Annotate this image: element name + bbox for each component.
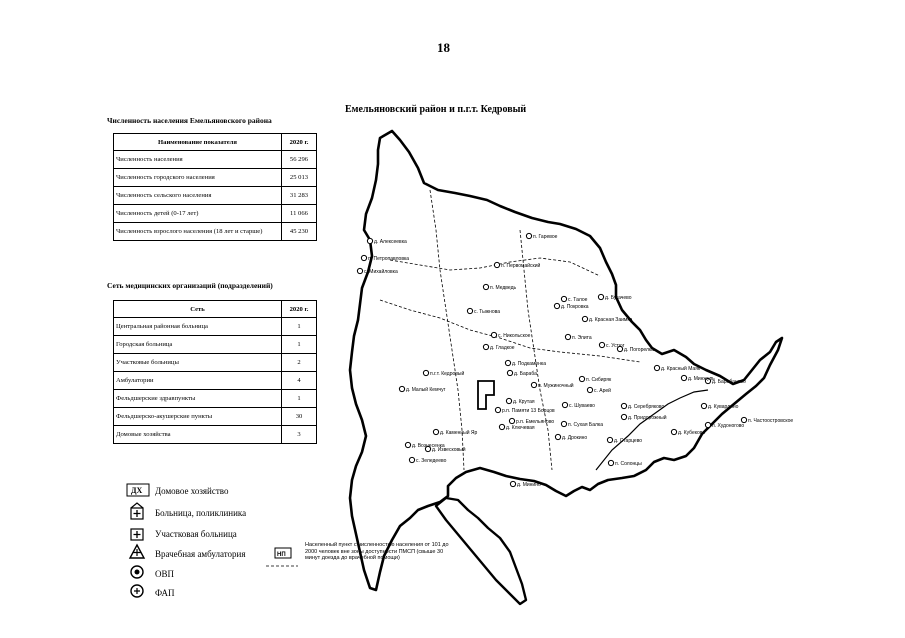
row-value: 4 [282, 372, 317, 390]
place-label: д. Гладкое [490, 345, 515, 351]
settlement-marker [505, 360, 510, 365]
row-name: Центральная районная больница [114, 318, 282, 336]
place-label: п. Худоногово [712, 423, 745, 429]
row-value: 31 283 [282, 187, 317, 205]
settlement-marker [506, 398, 511, 403]
settlement-marker [562, 402, 567, 407]
place-label: д. Подкаменка [512, 361, 547, 367]
settlement-marker [531, 382, 536, 387]
settlement-marker [510, 481, 515, 486]
settlement-marker [409, 457, 414, 462]
place-label: д. Кубеково [678, 430, 706, 436]
settlement-marker [467, 308, 472, 313]
row-name: Участковые больницы [114, 354, 282, 372]
place-label: п. Медведь [490, 285, 517, 291]
place-label: п. Сухая Балка [568, 422, 603, 428]
row-value: 25 013 [282, 169, 317, 187]
place-label: с. Зеледеево [416, 458, 447, 464]
place-label: с. Тыжнова [474, 309, 500, 315]
place-label: с. Устюг [606, 343, 625, 349]
place-label: д. Минино [517, 482, 541, 488]
hospital-icon [131, 503, 143, 519]
place-label: с. Талое [568, 297, 588, 303]
settlement-marker [495, 407, 500, 412]
row-value: 1 [282, 390, 317, 408]
settlement-marker [507, 370, 512, 375]
place-label: р.п. Памяти 13 Борцов [502, 408, 555, 414]
legend-item-district-hospital [155, 523, 246, 544]
place-label: п. Частоостровское [748, 418, 794, 424]
place-label: п. Мужиночный [538, 383, 574, 389]
settlement-marker [399, 386, 404, 391]
population-table-header-name: Наименование показателя [114, 134, 282, 151]
place-label: д. Кувардино [708, 404, 739, 410]
place-label: п. Сибиряк [586, 377, 612, 383]
population-table-header-year: 2020 г. [282, 134, 317, 151]
place-label: п. Первомайский [501, 263, 541, 269]
row-value: 56 296 [282, 151, 317, 169]
settlement-marker [607, 437, 612, 442]
place-label: д. Алексеевка [374, 239, 407, 245]
network-table-title: Сеть медицинских организаций (подразделений) [107, 281, 273, 290]
network-table-header-name: Сеть [114, 301, 282, 318]
legend-item-ambulatory [155, 544, 246, 564]
settlement-marker [741, 417, 746, 422]
settlement-marker [579, 376, 584, 381]
settlement-marker [491, 332, 496, 337]
ovp-icon [131, 566, 143, 578]
row-name: Численность населения [114, 151, 282, 169]
place-label: д. Минжуль [688, 376, 715, 382]
settlement-marker [565, 334, 570, 339]
legend-item-hospital [155, 502, 246, 523]
place-label: д. Дрокино [562, 435, 588, 441]
place-label: д. Малый Кемчуг [406, 387, 446, 393]
settlement-marker [671, 429, 676, 434]
row-name: Численность взрослого населения (18 лет и старше) [114, 223, 282, 241]
settlement-marker [599, 342, 604, 347]
legend-item-fap [155, 583, 246, 603]
settlement-marker [509, 418, 514, 423]
row-value: 45 230 [282, 223, 317, 241]
settlement-marker [361, 255, 366, 260]
legend-label: ФАП [155, 588, 175, 598]
place-label: п. Солонцы [615, 461, 642, 467]
row-name: Амбулатории [114, 372, 282, 390]
place-label: д. Серебряково [628, 404, 665, 410]
legend-label: Врачебная амбулатория [155, 549, 246, 559]
place-label: д. Каменный Яр [440, 430, 478, 436]
settlement-marker [608, 460, 613, 465]
settlement-marker [357, 268, 362, 273]
settlement-marker [582, 316, 587, 321]
row-name: Численность городского населения [114, 169, 282, 187]
row-value: 30 [282, 408, 317, 426]
settlement-marker [499, 424, 504, 429]
row-value: 3 [282, 426, 317, 444]
settlement-marker [554, 303, 559, 308]
settlement-marker [433, 429, 438, 434]
row-value: 1 [282, 336, 317, 354]
settlement-marker [621, 414, 626, 419]
outside-zone-icon [275, 548, 291, 558]
settlement-marker [367, 238, 372, 243]
place-label: д. Покровка [561, 304, 589, 310]
row-name: Домовые хозяйства [114, 426, 282, 444]
legend-item-dx [155, 481, 246, 501]
district-boundary [350, 131, 782, 590]
legend [155, 481, 246, 603]
place-label: с. Никольское [498, 333, 531, 339]
row-name: Фельдшерские здравпункты [114, 390, 282, 408]
place-label: п. Гаревое [533, 234, 558, 240]
legend-label: Домовое хозяйство [155, 486, 229, 496]
settlement-marker [681, 375, 686, 380]
place-label: д. Старцево [614, 438, 643, 444]
row-name: Городская больница [114, 336, 282, 354]
settlement-marker [654, 365, 659, 370]
settlement-marker [561, 421, 566, 426]
settlement-marker [561, 296, 566, 301]
place-label: д. Крутая [513, 399, 535, 405]
page-number: 18 [437, 40, 450, 55]
settlement-marker [587, 387, 592, 392]
legend-label: Больница, поликлиника [155, 507, 247, 518]
row-value: 11 066 [282, 205, 317, 223]
row-name: Численность сельского населения [114, 187, 282, 205]
population-table-title: Численность населения Емельяновского района [107, 116, 272, 125]
settlement-marker [705, 422, 710, 427]
place-label: с. Арей [594, 388, 611, 394]
place-label: с. Шуваево [569, 403, 595, 409]
settlement-marker [483, 284, 488, 289]
settlement-marker [555, 434, 560, 439]
place-label: д. Вознесенка [412, 443, 445, 449]
legend-note: Населенный пункт с численностью населения от 101 до 2000 человек вне зоны доступности ПМСП (свыше 30 минут доезда до врачебной помощи) [305, 542, 449, 561]
place-label: р.п. Емельяново [516, 419, 555, 425]
settlement-marker [621, 403, 626, 408]
dx-box-icon-text: ДХ [131, 486, 143, 495]
settlement-marker [701, 403, 706, 408]
place-label: д. Извесковый [432, 447, 466, 453]
row-name: Фельдшерско-акушерские пункты [114, 408, 282, 426]
place-label: п. Петропавловка [368, 256, 410, 262]
svg-text:НП: НП [277, 552, 286, 558]
place-label: д. Красная Заимка [589, 317, 633, 323]
settlement-marker [494, 262, 499, 267]
legend-item-ovp [155, 564, 246, 583]
place-label: д. Бараба [514, 371, 537, 377]
row-value: 2 [282, 354, 317, 372]
network-table-header-year: 2020 г. [282, 301, 317, 318]
place-label: д. Бугачево [605, 295, 632, 301]
legend-label: Участковая больница [155, 528, 237, 539]
fap-icon [131, 585, 143, 597]
settlement-marker [423, 370, 428, 375]
settlement-marker [483, 344, 488, 349]
place-label: д. Барабаново [712, 379, 746, 385]
district-hospital-icon [131, 529, 143, 540]
place-label: д. Ключевая [506, 425, 535, 431]
place-label: с. Михайловка [364, 269, 398, 275]
settlement-marker [526, 233, 531, 238]
place-label: д. Погорелка [624, 347, 654, 353]
map-title: Емельяновский район и п.г.т. Кедровый [345, 104, 527, 115]
settlement-marker [405, 442, 410, 447]
row-value: 1 [282, 318, 317, 336]
place-label: п.г.т. Кедровый [430, 371, 465, 377]
ambulatory-icon [130, 545, 144, 558]
place-label: п. Элита [572, 335, 592, 341]
place-label: д. Придорожный [628, 415, 667, 421]
row-name: Численность детей (0-17 лет) [114, 205, 282, 223]
settlement-marker [598, 294, 603, 299]
legend-label: ОВП [155, 568, 175, 579]
place-label: д. Красный Маяк [661, 366, 701, 372]
